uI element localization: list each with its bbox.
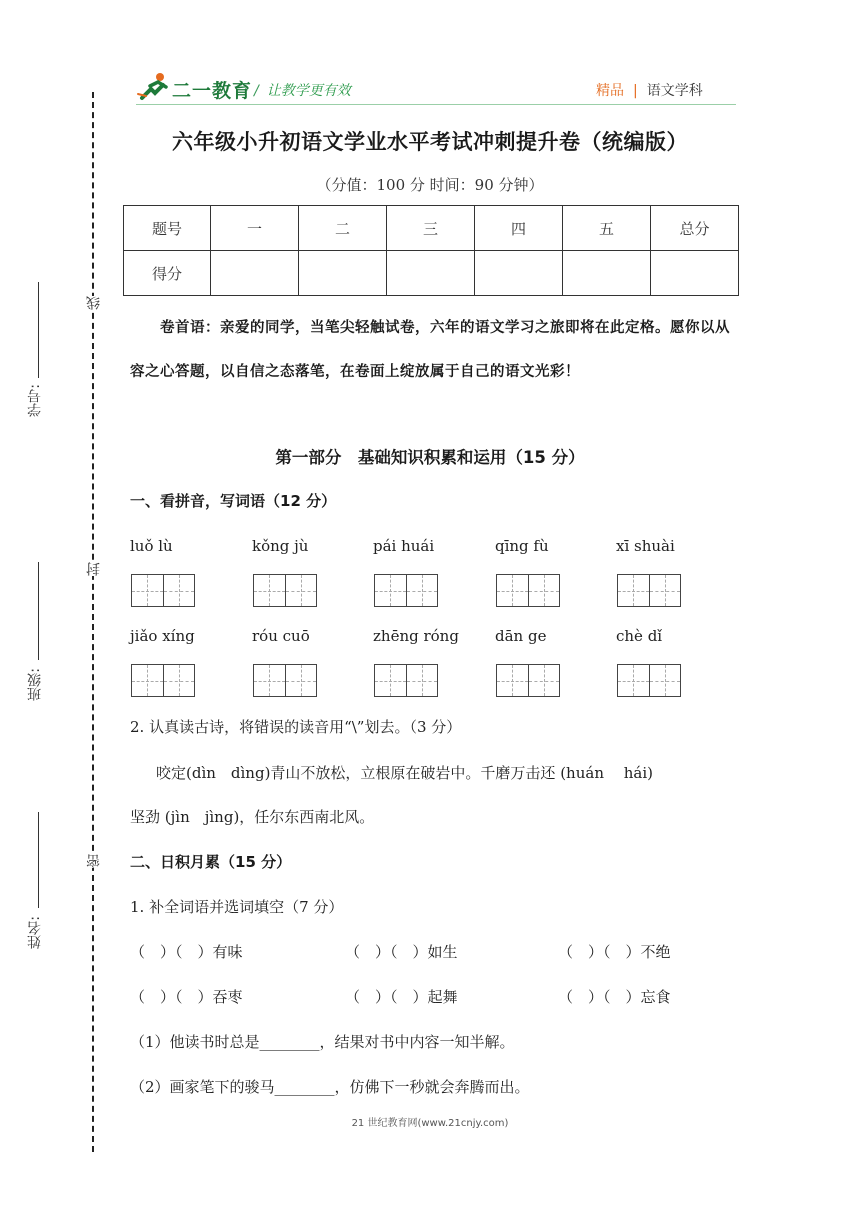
footer-source: 21 世纪教育网(www.21cnjy.com) (351, 1118, 509, 1129)
seal-mark-seal: 封 (86, 562, 102, 576)
pinyin-label: zhēng róng (373, 627, 459, 645)
fill-idiom-item[interactable]: （ ）（ ）起舞 (345, 988, 458, 1006)
pinyin-label: xī shuài (616, 537, 675, 555)
quality-badge: 精品 (596, 83, 624, 99)
score-input-cell[interactable] (387, 251, 475, 296)
writing-grid-box[interactable] (617, 574, 681, 607)
slogan-text: 让教学更有效 (266, 83, 351, 99)
table-cell: 四 (475, 206, 563, 251)
student-id-label: 学号: (27, 384, 43, 417)
writing-grid-box[interactable] (253, 664, 317, 697)
poem-line-1: 咬定(dìn dìng)青山不放松，立根原在破岩中。千磨万击还 (huán hái) (156, 764, 653, 782)
class-underline (38, 562, 39, 660)
exam-subtitle: （分值：100 分 时间：90 分钟） (316, 176, 544, 194)
seal-mark-line: 线 (86, 296, 102, 310)
table-cell: 三 (387, 206, 475, 251)
writing-grid-box[interactable] (617, 664, 681, 697)
pinyin-label: luǒ lù (130, 537, 173, 555)
fill-idiom-item[interactable]: （ ）（ ）如生 (345, 943, 458, 961)
score-input-cell[interactable] (475, 251, 563, 296)
writing-grid-box[interactable] (374, 664, 438, 697)
part1-heading: 第一部分 基础知识积累和运用（15 分） (275, 448, 585, 467)
writing-grid-box[interactable] (131, 574, 195, 607)
fill-sentence-1[interactable]: （1）他读书时总是________，结果对书中内容一知半解。 (130, 1033, 515, 1051)
pinyin-label: dān ge (495, 627, 547, 645)
pinyin-label: jiǎo xíng (130, 627, 195, 645)
score-input-cell[interactable] (563, 251, 651, 296)
class-label: 班级: (27, 668, 43, 701)
pinyin-label: kǒng jù (252, 537, 309, 555)
q1-heading: 一、看拼音，写词语（12 分） (130, 492, 337, 510)
table-cell: 得分 (124, 251, 211, 296)
student-id-underline (38, 282, 39, 378)
name-label: 姓名: (27, 916, 43, 949)
table-cell: 二 (299, 206, 387, 251)
table-cell: 五 (563, 206, 651, 251)
p2-q1-heading: 1. 补全词语并选词填空（7 分） (130, 898, 344, 916)
table-cell: 题号 (124, 206, 211, 251)
q2-heading: 2. 认真读古诗，将错误的读音用“\”划去。（3 分） (130, 718, 462, 736)
intro-paragraph: 卷首语：亲爱的同学，当笔尖轻触试卷，六年的语文学习之旅即将在此定格。愿你以从容之心答题，以自信之态落笔，在卷面上绽放属于自己的语文光彩！ (130, 320, 730, 380)
poem-line-2: 坚劲 (jìn jìng)，任尔东西南北风。 (130, 808, 375, 826)
fill-sentence-2[interactable]: （2）画家笔下的骏马________，仿佛下一秒就会奔腾而出。 (130, 1078, 530, 1096)
slogan: / 让教学更有效 (254, 83, 351, 99)
fill-idiom-item[interactable]: （ ）（ ）忘食 (558, 988, 671, 1006)
table-cell: 总分 (651, 206, 739, 251)
score-input-cell[interactable] (211, 251, 299, 296)
header-right: 精品 | 语文学科 (596, 83, 703, 99)
score-table (123, 205, 739, 296)
seal-mark-secret: 密 (86, 854, 102, 868)
score-input-cell[interactable] (299, 251, 387, 296)
pinyin-label: róu cuō (252, 627, 310, 645)
score-input-cell[interactable] (651, 251, 739, 296)
score-table-header-row (124, 206, 739, 251)
pinyin-label: pái huái (373, 537, 435, 555)
writing-grid-box[interactable] (253, 574, 317, 607)
pinyin-label: chè dǐ (616, 627, 663, 645)
subject-label: 语文学科 (646, 83, 703, 99)
table-cell: 一 (211, 206, 299, 251)
name-underline (38, 812, 39, 908)
fill-idiom-item[interactable]: （ ）（ ）不绝 (558, 943, 671, 961)
writing-grid-box[interactable] (496, 664, 560, 697)
fill-idiom-item[interactable]: （ ）（ ）吞枣 (130, 988, 243, 1006)
fill-idiom-item[interactable]: （ ）（ ）有味 (130, 943, 243, 961)
score-table-score-row (124, 251, 739, 296)
logo-text: 二一教育 (172, 80, 253, 102)
writing-grid-box[interactable] (374, 574, 438, 607)
section-2-heading: 二、日积月累（15 分） (130, 853, 292, 871)
pinyin-label: qīng fù (495, 537, 549, 555)
writing-grid-box[interactable] (496, 574, 560, 607)
binding-dash-line (92, 92, 94, 1152)
exam-title: 六年级小升初语文学业水平考试冲刺提升卷（统编版） (172, 130, 688, 154)
runner-logo-icon (136, 72, 174, 102)
header-divider (136, 104, 736, 105)
writing-grid-box[interactable] (131, 664, 195, 697)
